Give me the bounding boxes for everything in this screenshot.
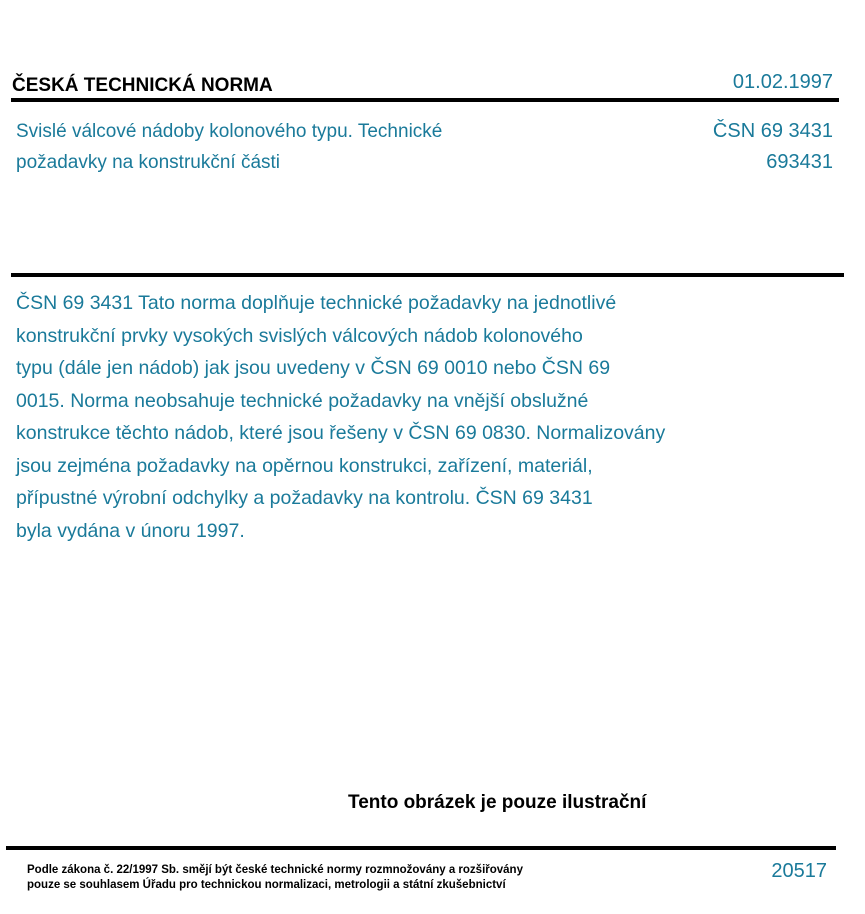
standard-title-line: Svislé válcové nádoby kolonového typu. Technické — [16, 121, 443, 142]
abstract-line: jsou zejména požadavky na opěrnou konstrukci, zařízení, materiál, — [16, 454, 593, 477]
illustration-note: Tento obrázek je pouze ilustrační — [348, 792, 647, 813]
abstract-line: byla vydána v únoru 1997. — [16, 519, 245, 542]
abstract-text — [16, 287, 756, 547]
section-divider — [11, 273, 844, 277]
abstract-line: typu (dále jen nádob) jak jsou uvedeny v ČSN 69 0010 nebo ČSN 69 — [16, 357, 611, 379]
footer-divider — [6, 846, 836, 850]
catalog-number: 20517 — [771, 860, 827, 882]
legal-notice-line: Podle zákona č. 22/1997 Sb. smějí být české technické normy rozmnožovány a rozšiřovány — [27, 864, 523, 876]
standard-title-line: požadavky na konstrukční části — [16, 152, 281, 173]
abstract-line: konstrukce těchto nádob, které jsou řešeny v ČSN 69 0830. Normalizovány — [16, 422, 666, 444]
abstract-line: 0015. Norma neobsahuje technické požadavky na vnější obslužné — [16, 389, 589, 412]
legal-notice — [27, 863, 523, 893]
standard-title — [16, 116, 556, 178]
abstract-line: konstrukční prvky vysokých svislých válcových nádob kolonového — [16, 324, 583, 347]
publication-date: 01.02.1997 — [732, 71, 833, 93]
document-type-title: ČESKÁ TECHNICKÁ NORMA — [12, 75, 273, 96]
standard-number: 693431 — [766, 151, 833, 173]
standard-code: ČSN 69 3431 — [712, 120, 833, 142]
legal-notice-line: pouze se souhlasem Úřadu pro technickou normalizaci, metrologii a státní zkušebnictví — [27, 879, 506, 891]
abstract-line: ČSN 69 3431 Tato norma doplňuje technické požadavky na jednotlivé — [16, 292, 617, 314]
standard-identifiers — [713, 116, 833, 178]
header-divider — [11, 98, 839, 102]
abstract-line: přípustné výrobní odchylky a požadavky na kontrolu. ČSN 69 3431 — [16, 487, 593, 509]
